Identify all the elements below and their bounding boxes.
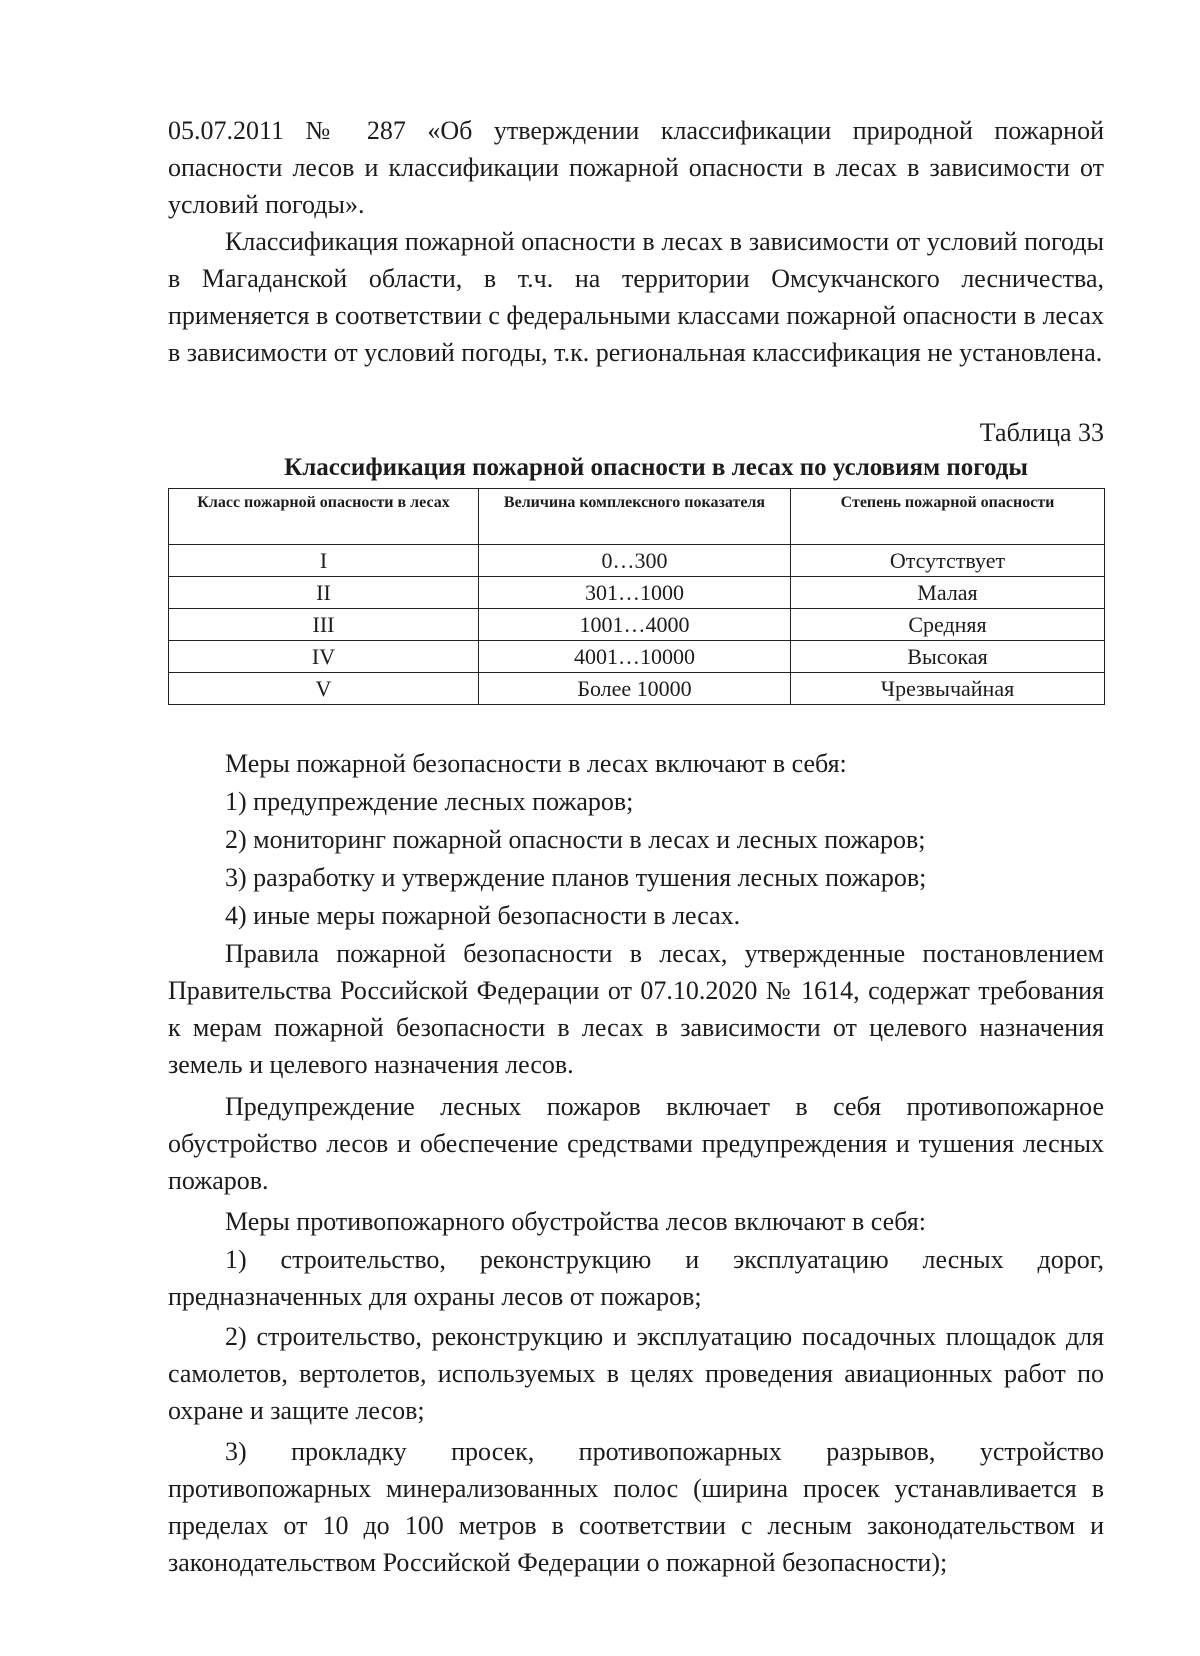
table-label: Таблица 33 (979, 418, 1104, 447)
table-row (169, 641, 1105, 673)
cell-index-value: Более 10000 (479, 673, 791, 705)
measure-item: 4) иные меры пожарной безопасности в лесах. (225, 901, 741, 930)
cell-class: V (169, 673, 479, 705)
table-header-row (169, 489, 1105, 545)
cell-danger-degree: Отсутствует (791, 545, 1105, 577)
measure-item: 2) мониторинг пожарной опасности в лесах и лесных пожаров; (225, 825, 926, 854)
table-row (169, 609, 1105, 641)
table-row (169, 577, 1105, 609)
header-index-value: Величина комплексного показателя (479, 489, 791, 545)
table-row (169, 673, 1105, 705)
cell-index-value: 0…300 (479, 545, 791, 577)
measure-item: 3) разработку и утверждение планов тушения лесных пожаров; (225, 863, 927, 892)
paragraph-decree-reference: 05.07.2011 № 287 «Об утверждении классификации природной пожарной опасности лесов и классификации пожарной опасности в лесах в зависимости от условий погоды». (168, 116, 1104, 219)
cell-class: II (169, 577, 479, 609)
paragraph-fire-prevention: Предупреждение лесных пожаров включает в себя противопожарное обустройство лесов и обеспечение средствами предупреждения и тушения лесных пожаров. (168, 1092, 1104, 1195)
header-danger-degree: Степень пожарной опасности (791, 489, 1105, 545)
cell-index-value: 301…1000 (479, 577, 791, 609)
cell-class: III (169, 609, 479, 641)
cell-danger-degree: Малая (791, 577, 1105, 609)
cell-index-value: 1001…4000 (479, 609, 791, 641)
cell-class: I (169, 545, 479, 577)
paragraph-classification-region: Классификация пожарной опасности в лесах в зависимости от условий погоды в Магаданской области, в т.ч. на территории Омсукчанского лесничества, применяется в соответствии с федеральными классами пожарной опасности в лесах в зависимости от условий погоды, т.к. региональная классификация не установлена. (168, 227, 1104, 367)
measures-intro: Меры пожарной безопасности в лесах включают в себя: (225, 749, 847, 778)
cell-danger-degree: Чрезвычайная (791, 673, 1105, 705)
paragraph-fire-safety-rules: Правила пожарной безопасности в лесах, утвержденные постановлением Правительства Российской Федерации от 07.10.2020 № 1614, содержат требования к мерам пожарной безопасности в лесах в зависимости от целевого назначения земель и целевого назначения лесов. (168, 939, 1104, 1079)
arrangement-item: 2) строительство, реконструкцию и эксплуатацию посадочных площадок для самолетов, вертолетов, используемых в целях проведения авиационных работ по охране и защите лесов; (168, 1322, 1104, 1425)
table-title: Классификация пожарной опасности в лесах по условиям погоды (284, 454, 1028, 481)
arrangement-item: 3) прокладку просек, противопожарных разрывов, устройство противопожарных минерализованных полос (ширина просек устанавливается в пределах от 10 до 100 метров в соответствии с лесным законодательством и законодательством Российской Федерации о пожарной безопасности); (168, 1437, 1104, 1577)
cell-index-value: 4001…10000 (479, 641, 791, 673)
header-class: Класс пожарной опасности в лесах (169, 489, 479, 545)
table-row (169, 545, 1105, 577)
cell-class: IV (169, 641, 479, 673)
cell-danger-degree: Высокая (791, 641, 1105, 673)
fire-danger-table (168, 488, 1105, 705)
cell-danger-degree: Средняя (791, 609, 1105, 641)
arrangement-item: 1) строительство, реконструкцию и эксплуатацию лесных дорог, предназначенных для охраны лесов от пожаров; (168, 1245, 1104, 1311)
arrangement-intro: Меры противопожарного обустройства лесов включают в себя: (225, 1207, 926, 1236)
measure-item: 1) предупреждение лесных пожаров; (225, 787, 634, 816)
